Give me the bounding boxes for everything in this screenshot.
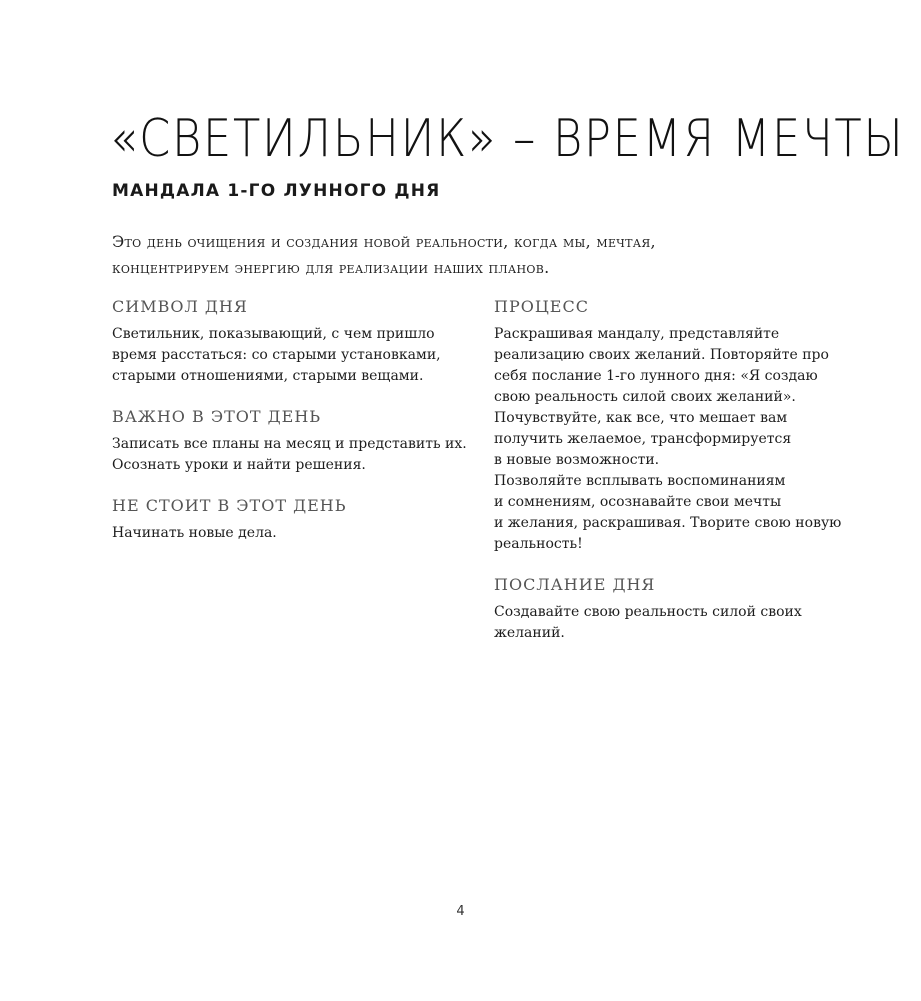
section-heading-symbol: СИМВОЛ ДНЯ [112,297,248,316]
section-heading-avoid: НЕ СТОИТ В ЭТОТ ДЕНЬ [112,496,347,515]
intro-paragraph: Это день очищения и создания новой реальности, когда мы, мечтая, концентрируем энергию для реализации наших планов. [112,232,656,277]
section-body-process: Раскрашивая мандалу, представляйте реализацию своих желаний. Повторяйте про себя послание 1-го лунного дня: «Я создаю свою реальность силой своих желаний». Почувствуйте, как все, что мешает вам получить желаемое, трансформируется в новые возможности. Позволяйте всплывать воспоминаниям и сомнениям, осознавайте свои мечты и желания, раскрашивая. Творите свою новую реальность! [494,326,842,552]
left-column [112,296,484,563]
section-body-symbol: Светильник, показывающий, с чем пришло время расстаться: со старыми установками, старыми отношениями, старыми вещами. [112,326,441,384]
page-number: 4 [456,904,465,919]
section-body-important: Записать все планы на месяц и представить их. Осознать уроки и найти решения. [112,436,467,473]
section-body-avoid: Начинать новые дела. [112,525,277,541]
section-heading-message: ПОСЛАНИЕ ДНЯ [494,575,656,594]
section-heading-important: ВАЖНО В ЭТОТ ДЕНЬ [112,407,322,426]
right-column [494,296,866,663]
section-body-message: Создавайте свою реальность силой своих желаний. [494,604,802,641]
page-subtitle: МАНДАЛА 1-ГО ЛУННОГО ДНЯ [112,181,441,201]
section-heading-process: ПРОЦЕСС [494,297,589,316]
page-title: «СВЕТИЛЬНИК» – ВРЕМЯ МЕЧТЫ [110,109,905,169]
